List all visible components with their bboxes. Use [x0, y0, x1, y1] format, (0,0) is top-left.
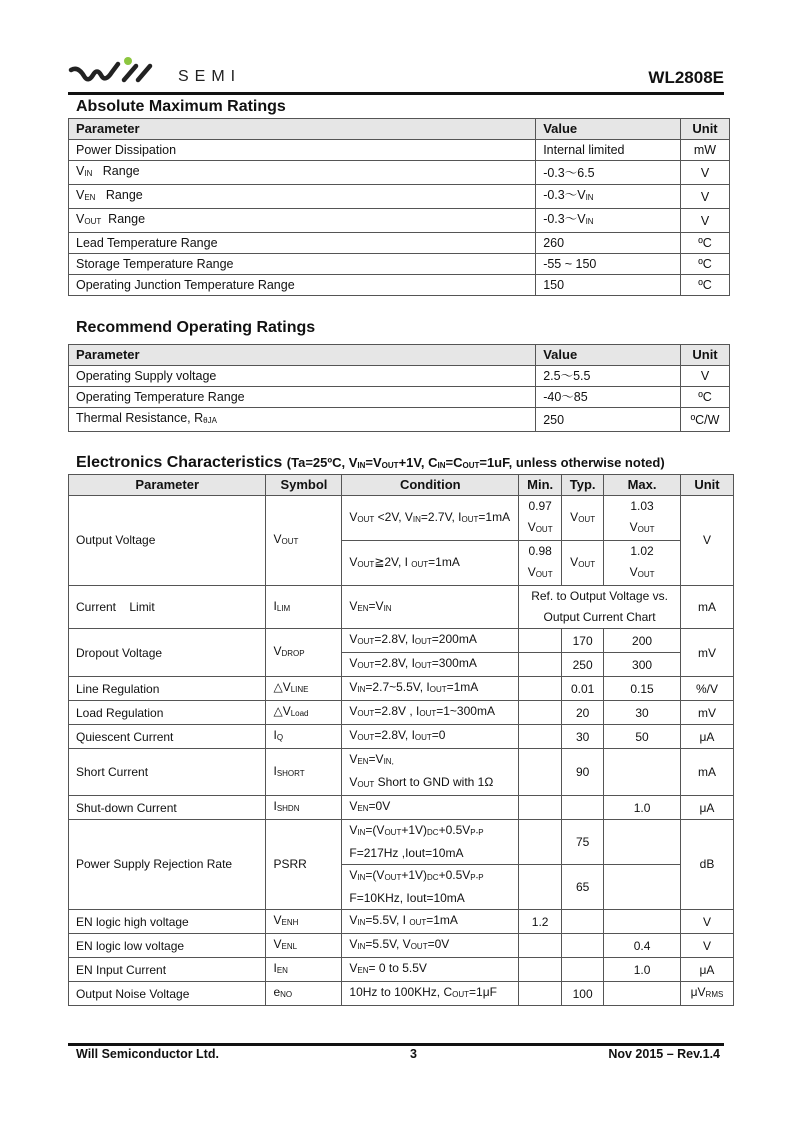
condition-cell: $V_{OUT}=2.8V$, $I_{OUT}=300mA$ — [342, 653, 519, 677]
col-header: Min. — [519, 475, 562, 496]
max-cell — [604, 820, 681, 865]
table-row — [69, 275, 730, 296]
param-cell: Dropout Voltage — [69, 629, 266, 677]
condition-cell: $V_{EN}=0V$ — [342, 796, 519, 820]
table-row — [69, 254, 730, 275]
max-cell: 1.0 — [604, 958, 681, 982]
typ-cell: 20 — [562, 701, 604, 725]
min-cell — [519, 958, 562, 982]
table-row — [69, 629, 734, 653]
condition-cell: $V_{OUT}=2.8V$, $I_{OUT}=200mA$ — [342, 629, 519, 653]
table-row — [69, 820, 734, 865]
footer-company: Will Semiconductor Ltd. — [76, 1047, 219, 1061]
min-cell — [519, 820, 562, 865]
max-cell — [604, 910, 681, 934]
param-cell: EN Input Current — [69, 958, 266, 982]
table-row — [69, 387, 730, 408]
condition-cell: $V_{EN}= 0$ to 5.5V — [342, 958, 519, 982]
symbol-cell: $I_{EN}$ — [266, 958, 342, 982]
max-cell — [604, 749, 681, 796]
param-cell: Shut-down Current — [69, 796, 266, 820]
condition-cell: $V_{OUT}≧2V$, I $_{OUT}$=1mA — [342, 541, 519, 586]
table-row — [69, 161, 730, 185]
table-row — [69, 910, 734, 934]
symbol-cell: $V_{ENH}$ — [266, 910, 342, 934]
symbol-cell: $I_{SHORT}$ — [266, 749, 342, 796]
param-cell: $V_{OUT}$ Range — [69, 209, 536, 233]
min-cell — [519, 934, 562, 958]
col-header: Unit — [680, 475, 733, 496]
abs-max-table — [68, 118, 730, 296]
elec-title-text: Electronics Characteristics — [76, 454, 283, 471]
param-cell: EN logic low voltage — [69, 934, 266, 958]
max-cell: 0.15 — [604, 677, 681, 701]
value-cell: 150 — [536, 275, 681, 296]
param-cell: Load Regulation — [69, 701, 266, 725]
table-row — [69, 749, 734, 796]
param-cell: Power Dissipation — [69, 140, 536, 161]
unit-cell: V — [680, 910, 733, 934]
symbol-cell: $I_{SHDN}$ — [266, 796, 342, 820]
table-row — [69, 725, 734, 749]
footer-page-number: 3 — [410, 1047, 417, 1061]
col-header: Max. — [604, 475, 681, 496]
symbol-cell: $V_{DROP}$ — [266, 629, 342, 677]
table-row — [69, 140, 730, 161]
param-cell: Output Voltage — [69, 496, 266, 586]
table-row — [69, 408, 730, 432]
param-cell: Lead Temperature Range — [69, 233, 536, 254]
logo-mark-icon — [68, 56, 173, 88]
condition-cell: $V_{EN}=V_{IN}$ — [342, 586, 519, 629]
min-cell — [519, 749, 562, 796]
symbol-cell: $\triangle V_{Load}$ — [266, 701, 342, 725]
value-cell: 250 — [536, 408, 681, 432]
max-cell: 200 — [604, 629, 681, 653]
param-cell: Short Current — [69, 749, 266, 796]
symbol-cell: $\triangle V_{LINE}$ — [266, 677, 342, 701]
table-row — [69, 233, 730, 254]
typ-cell: 90 — [562, 749, 604, 796]
rec-op-table — [68, 344, 730, 432]
max-cell — [604, 982, 681, 1006]
param-cell: Quiescent Current — [69, 725, 266, 749]
typ-cell: 0.01 — [562, 677, 604, 701]
table-row — [69, 209, 730, 233]
table-header-row — [69, 119, 730, 140]
typ-cell: 250 — [562, 653, 604, 677]
symbol-cell: $V_{ENL}$ — [266, 934, 342, 958]
symbol-cell: $V_{OUT}$ — [266, 496, 342, 586]
condition-cell: $V_{OUT} <2V$, $V_{IN}=2.7V$, $I_{OUT}=1mA$ — [342, 496, 519, 541]
table-row — [69, 496, 734, 541]
unit-cell: mA — [680, 586, 733, 629]
typ-cell — [562, 934, 604, 958]
condition-cell: $V_{IN}=5.5V$, I $_{OUT}$=1mA — [342, 910, 519, 934]
elec-subtitle: (Ta=25ºC, $V_{IN}=V_{OUT}+1V$, $C_{IN}=C_{OUT}=1uF$, unless otherwise noted) — [286, 455, 665, 470]
param-cell: $V_{EN}$ Range — [69, 185, 536, 209]
unit-cell: V — [681, 209, 730, 233]
typ-cell: 30 — [562, 725, 604, 749]
table-header-row — [69, 345, 730, 366]
param-cell: Operating Junction Temperature Range — [69, 275, 536, 296]
min-cell — [519, 725, 562, 749]
value-cell: $-0.3\sim V_{IN}$ — [536, 209, 681, 233]
col-header: Typ. — [562, 475, 604, 496]
unit-cell: μA — [680, 958, 733, 982]
typ-cell — [562, 796, 604, 820]
symbol-cell: $e_{NO}$ — [266, 982, 342, 1006]
param-cell: Output Noise Voltage — [69, 982, 266, 1006]
typ-cell: $V_{OUT}$ — [562, 496, 604, 541]
elec-table — [68, 474, 734, 1006]
abs-max-title: Absolute Maximum Ratings — [76, 98, 286, 115]
typ-cell: 65 — [562, 865, 604, 910]
col-header: Parameter — [69, 119, 536, 140]
unit-cell: V — [681, 161, 730, 185]
table-row — [69, 701, 734, 725]
condition-cell: $V_{OUT}=2.8V$ , $I_{OUT}=1\sim 300mA$ — [342, 701, 519, 725]
max-cell: 30 — [604, 701, 681, 725]
col-header: Unit — [681, 345, 730, 366]
min-cell: 0.98 $V_{OUT}$ — [519, 541, 562, 586]
param-cell: Power Supply Rejection Rate — [69, 820, 266, 910]
unit-cell: $\mu V_{RMS}$ — [680, 982, 733, 1006]
min-cell — [519, 982, 562, 1006]
will-semi-logo — [68, 56, 253, 88]
value-cell: $-0.3\sim V_{IN}$ — [536, 185, 681, 209]
condition-cell: $V_{EN}=V_{IN,}$ $V_{OUT}$ Short to GND with 1Ω — [342, 749, 519, 796]
table-row — [69, 934, 734, 958]
condition-cell: 10Hz to 100KHz, $C_{OUT}=1\mu F$ — [342, 982, 519, 1006]
param-cell: $V_{IN}$ Range — [69, 161, 536, 185]
unit-cell: ºC — [681, 233, 730, 254]
col-header: Parameter — [69, 345, 536, 366]
min-cell — [519, 796, 562, 820]
min-cell — [519, 629, 562, 653]
param-cell: Operating Supply voltage — [69, 366, 536, 387]
typ-cell: 170 — [562, 629, 604, 653]
typ-cell — [562, 910, 604, 934]
table-row — [69, 185, 730, 209]
value-cell: 260 — [536, 233, 681, 254]
elec-title — [76, 454, 665, 472]
typ-cell: 75 — [562, 820, 604, 865]
col-header: Parameter — [69, 475, 266, 496]
table-row — [69, 958, 734, 982]
min-cell: 0.97 $V_{OUT}$ — [519, 496, 562, 541]
param-cell: EN logic high voltage — [69, 910, 266, 934]
max-cell: 300 — [604, 653, 681, 677]
value-cell: 2.5～5.5 — [536, 366, 681, 387]
unit-cell: dB — [680, 820, 733, 910]
value-cell: -55 ~ 150 — [536, 254, 681, 275]
param-cell: Thermal Resistance, $R_{\theta JA}$ — [69, 408, 536, 432]
unit-cell: ºC — [681, 387, 730, 408]
min-cell: 1.2 — [519, 910, 562, 934]
unit-cell: ºC — [681, 254, 730, 275]
max-cell: 0.4 — [604, 934, 681, 958]
table-row — [69, 366, 730, 387]
unit-cell: V — [680, 496, 733, 586]
min-cell — [519, 701, 562, 725]
max-cell: 1.02 $V_{OUT}$ — [604, 541, 681, 586]
unit-cell: ºC — [681, 275, 730, 296]
col-header: Value — [536, 345, 681, 366]
table-row — [69, 796, 734, 820]
unit-cell: mV — [680, 629, 733, 677]
unit-cell: mW — [681, 140, 730, 161]
max-cell — [604, 865, 681, 910]
min-cell — [519, 677, 562, 701]
table-row — [69, 586, 734, 629]
max-cell: 1.03 $V_{OUT}$ — [604, 496, 681, 541]
typ-cell: $V_{OUT}$ — [562, 541, 604, 586]
part-number: WL2808E — [648, 68, 724, 87]
value-cell: -0.3～6.5 — [536, 161, 681, 185]
table-row — [69, 677, 734, 701]
condition-cell: $V_{IN}=2.7\sim 5.5V$, $I_{OUT}=1mA$ — [342, 677, 519, 701]
table-row — [69, 982, 734, 1006]
symbol-cell: PSRR — [266, 820, 342, 910]
param-cell: Line Regulation — [69, 677, 266, 701]
unit-cell: V — [681, 366, 730, 387]
condition-cell: $V_{OUT}=2.8V$, $I_{OUT}=0$ — [342, 725, 519, 749]
table-header-row — [69, 475, 734, 496]
min-cell — [519, 865, 562, 910]
col-header: Value — [536, 119, 681, 140]
typ-cell — [562, 958, 604, 982]
unit-cell: mV — [680, 701, 733, 725]
note-cell: Ref. to Output Voltage vs. Output Current Chart — [519, 586, 681, 629]
unit-cell: μA — [680, 725, 733, 749]
unit-cell: V — [681, 185, 730, 209]
symbol-cell: $I_Q$ — [266, 725, 342, 749]
unit-cell: V — [680, 934, 733, 958]
footer-divider — [68, 1043, 724, 1046]
condition-cell: $V_{IN}=(V_{OUT}+1V)_{DC}+0.5V_{P-P}$ F=10KHz, Iout=10mA — [342, 865, 519, 910]
rec-op-title: Recommend Operating Ratings — [76, 319, 316, 336]
unit-cell: %/V — [680, 677, 733, 701]
param-cell: Storage Temperature Range — [69, 254, 536, 275]
unit-cell: μA — [680, 796, 733, 820]
min-cell — [519, 653, 562, 677]
max-cell: 1.0 — [604, 796, 681, 820]
max-cell: 50 — [604, 725, 681, 749]
col-header: Symbol — [266, 475, 342, 496]
typ-cell: 100 — [562, 982, 604, 1006]
unit-cell: mA — [680, 749, 733, 796]
col-header: Unit — [681, 119, 730, 140]
param-cell: Operating Temperature Range — [69, 387, 536, 408]
symbol-cell: $I_{LIM}$ — [266, 586, 342, 629]
footer-revision: Nov 2015 – Rev.1.4 — [608, 1047, 720, 1061]
col-header: Condition — [342, 475, 519, 496]
condition-cell: $V_{IN}=5.5V$, $V_{OUT}=0V$ — [342, 934, 519, 958]
header-divider — [68, 92, 724, 95]
condition-cell: $V_{IN}=(V_{OUT}+1V)_{DC}+0.5V_{P-P}$ F=217Hz ,Iout=10mA — [342, 820, 519, 865]
value-cell: -40～85 — [536, 387, 681, 408]
param-cell: Current Limit — [69, 586, 266, 629]
brand-text: SEMI — [178, 68, 242, 85]
unit-cell: ºC/W — [681, 408, 730, 432]
value-cell: Internal limited — [536, 140, 681, 161]
